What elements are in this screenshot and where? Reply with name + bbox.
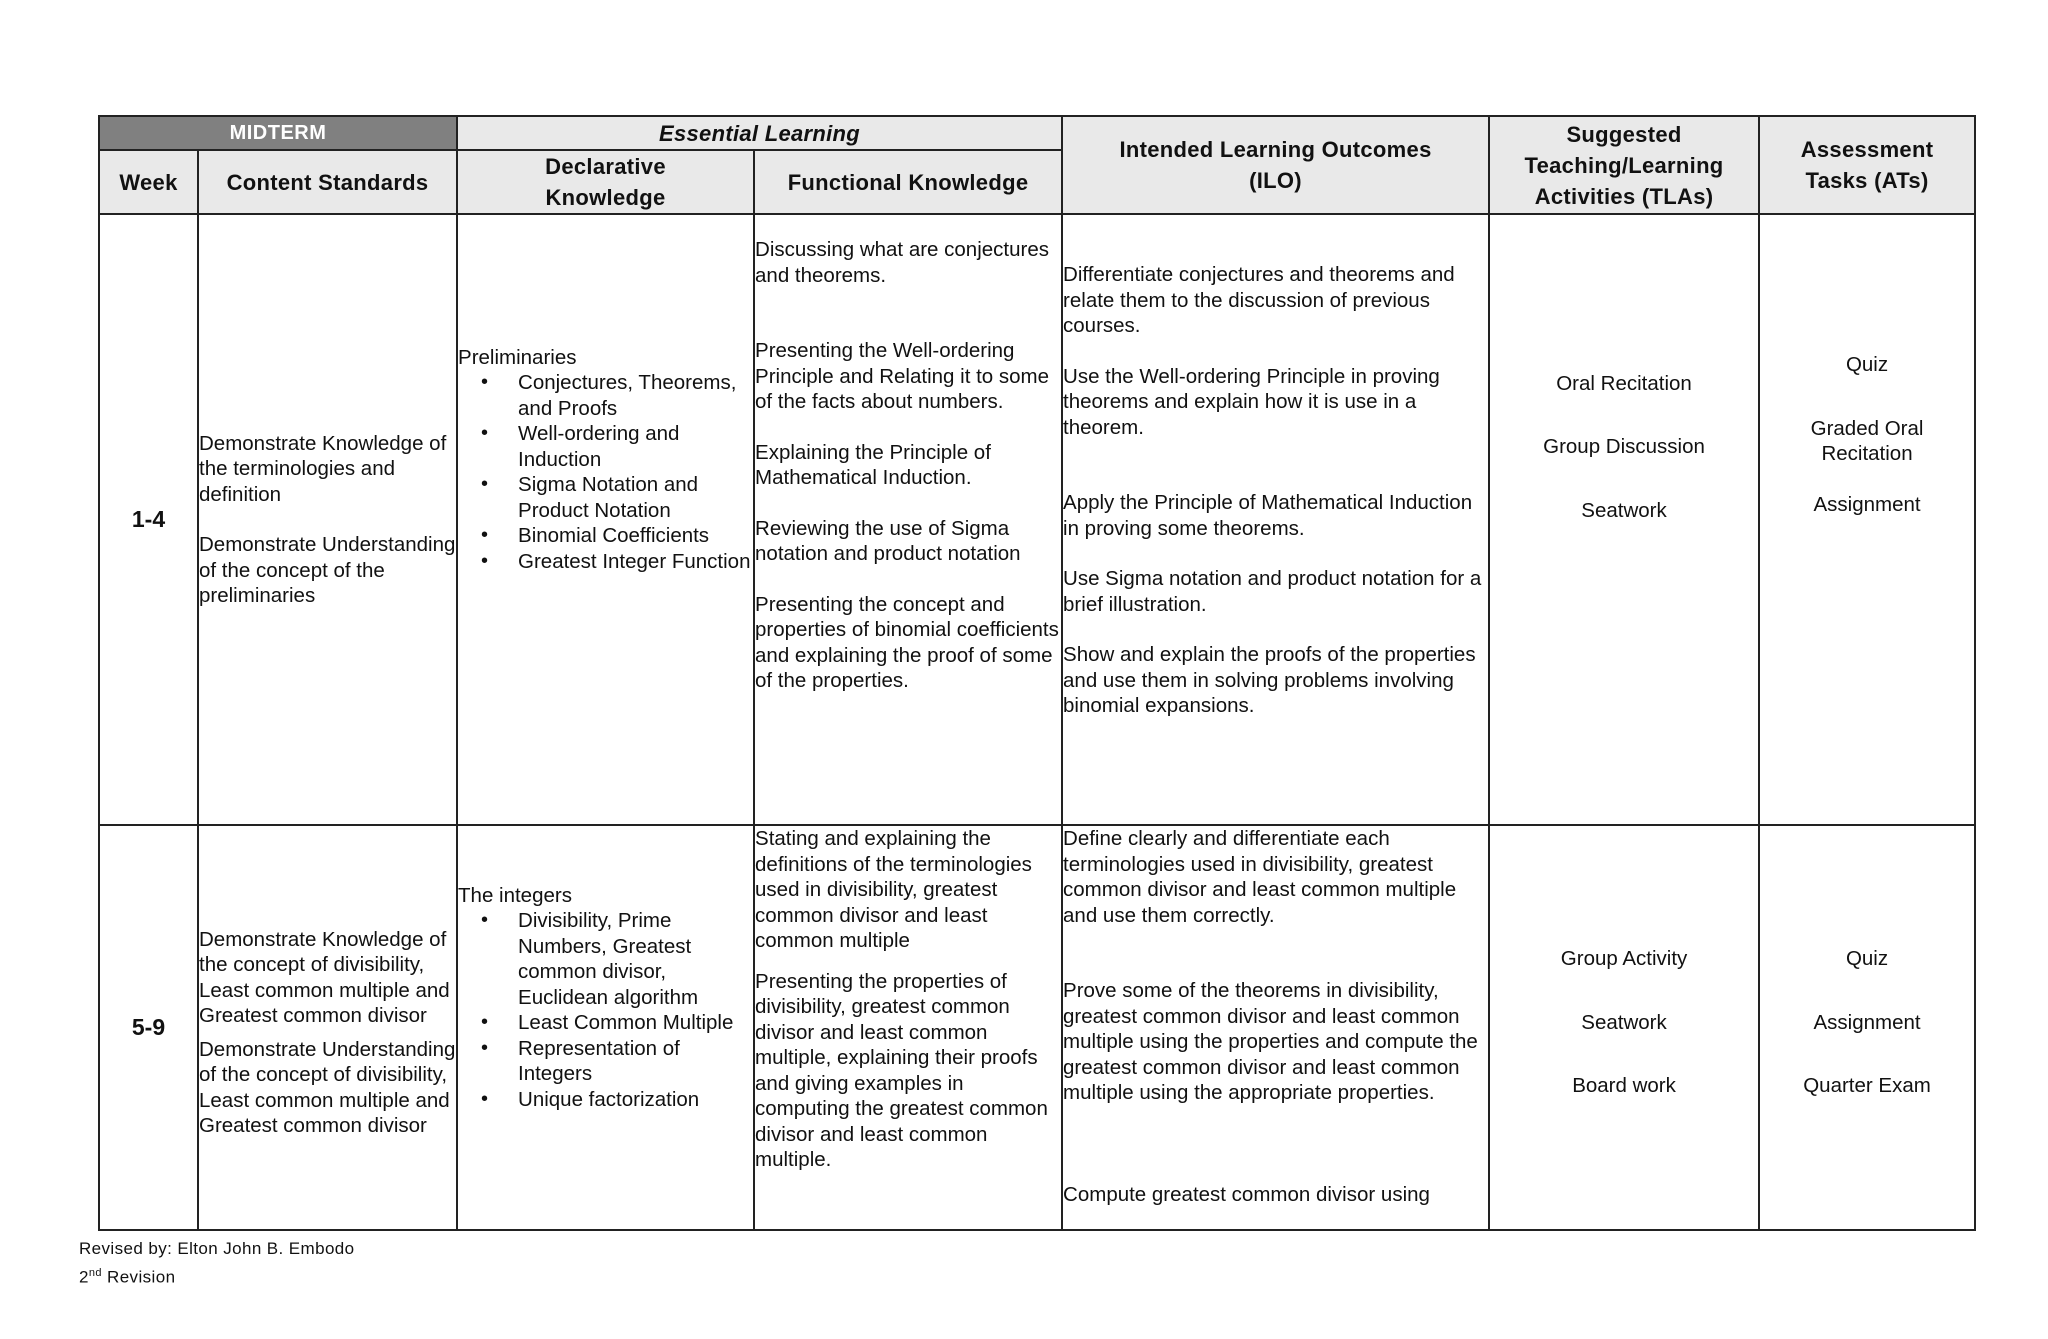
week-cell: 5-9 [99, 825, 198, 1230]
functional-knowledge-header: Functional Knowledge [754, 150, 1062, 214]
at-item: Assignment [1813, 1010, 1921, 1034]
list-item: • Least Common Multiple [518, 1010, 753, 1036]
ilo-item: Use the Well-ordering Principle in proving theorems and explain how it is use in a theorem. [1063, 364, 1440, 439]
declarative-title: The integers [458, 883, 572, 907]
list-item: • Representation of Integers [518, 1036, 753, 1087]
ilo-item: Differentiate conjectures and theorems and relate them to the discussion of previous courses. [1063, 263, 1455, 337]
list-item: • Unique factorization [518, 1087, 753, 1113]
at-item: Graded Oral Recitation [1810, 416, 1924, 465]
tla-cell [1489, 825, 1759, 1230]
functional-knowledge-cell [754, 825, 1062, 1230]
essential-learning-header: Essential Learning [457, 116, 1062, 150]
ilo-header-line2: (ILO) [1249, 168, 1302, 193]
ilo-header [1062, 116, 1489, 214]
declarative-knowledge-cell [457, 214, 754, 825]
list-item: • Greatest Integer Function [518, 549, 753, 575]
list-item: • Conjectures, Theorems, and Proofs [518, 370, 753, 421]
content-standards-cell [198, 825, 457, 1230]
revision-suffix: nd [88, 1267, 102, 1279]
ilo-item: Use Sigma notation and product notation for a brief illustration. [1063, 567, 1482, 616]
tla-header-line1: Suggested [1566, 121, 1682, 147]
at-header-line1: Assessment [1800, 137, 1934, 162]
revision-number: 2 [79, 1267, 89, 1287]
week-cell: 1-4 [99, 214, 198, 825]
declarative-list [458, 370, 753, 574]
declarative-knowledge-header [457, 150, 754, 214]
ilo-item: Define clearly and differentiate each terminologies used in divisibility, greatest common divisor and least common multiple and use them correctly. [1063, 827, 1457, 927]
functional-knowledge-cell [754, 214, 1062, 825]
functional-item: Presenting the concept and properties of binomial coefficients and explaining the proof of some of the properties. [755, 592, 1059, 692]
ilo-cell [1062, 214, 1489, 825]
ilo-header-line1: Intended Learning Outcomes [1119, 137, 1432, 162]
tla-item: Board work [1572, 1074, 1676, 1098]
declarative-title: Preliminaries [458, 345, 577, 369]
at-header-line2: Tasks (ATs) [1805, 168, 1929, 193]
tla-header [1489, 116, 1759, 214]
ilo-item: Show and explain the proofs of the properties and use them in solving problems involving binomial expansions. [1063, 643, 1476, 717]
ilo-item: Prove some of the theorems in divisibility, greatest common divisor and least common multiple using the properties and compute the greatest common divisor and least common multiple using the appropriate properties. [1063, 979, 1478, 1104]
syllabus-sheet [98, 115, 1974, 1231]
functional-item: Explaining the Principle of Mathematical Induction. [755, 440, 991, 489]
revision-label: Revision [101, 1267, 176, 1287]
content-standard-item: Demonstrate Understanding of the concept of divisibility, Least common multiple and Greatest common divisor [199, 1037, 456, 1137]
content-standard-item: Demonstrate Understanding of the concept of the preliminaries [199, 533, 456, 607]
content-standard-item: Demonstrate Knowledge of the concept of divisibility, Least common multiple and Greatest common divisor [199, 927, 450, 1027]
tla-cell [1489, 214, 1759, 825]
functional-item: Stating and explaining the definitions of the terminologies used in divisibility, greatest common divisor and least common multiple [755, 827, 1032, 952]
table-row [99, 214, 1975, 825]
list-item: • Divisibility, Prime Numbers, Greatest common divisor, Euclidean algorithm [518, 908, 753, 1010]
week-header: Week [99, 150, 198, 214]
tla-header-line2: Teaching/Learning [1524, 152, 1724, 178]
functional-item: Discussing what are conjectures and theorems. [755, 238, 1049, 287]
declarative-list [458, 908, 753, 1112]
tla-item: Group Activity [1560, 947, 1688, 971]
tla-header-line3: Activities (TLAs) [1534, 183, 1714, 209]
content-standard-item: Demonstrate Knowledge of the terminologies and definition [199, 431, 447, 506]
tla-item: Seatwork [1581, 498, 1667, 522]
list-item: • Well-ordering and Induction [518, 421, 753, 472]
revision-footer [79, 1237, 355, 1290]
syllabus-table [98, 115, 1976, 1231]
at-item: Quiz [1845, 353, 1889, 376]
midterm-header: MIDTERM [99, 116, 457, 150]
functional-item: Presenting the Well-ordering Principle and Relating it to some of the facts about numbers. [755, 339, 1050, 413]
functional-item: Presenting the properties of divisibility, greatest common divisor and least common multiple, explaining their proofs and giving examples in computing the greatest common divisor and least common multiple. [755, 969, 1048, 1171]
declarative-knowledge-cell [457, 825, 754, 1230]
tla-item: Group Discussion [1543, 435, 1705, 459]
at-item: Quiz [1845, 947, 1889, 971]
declarative-header-line2: Knowledge [545, 185, 666, 210]
table-row [99, 825, 1975, 1230]
list-item: • Binomial Coefficients [518, 523, 753, 549]
content-standards-header: Content Standards [198, 150, 457, 214]
declarative-header-line1: Declarative [545, 154, 666, 179]
ilo-cell [1062, 825, 1489, 1230]
at-cell [1759, 214, 1975, 825]
functional-item: Reviewing the use of Sigma notation and product notation [755, 516, 1021, 565]
at-cell [1759, 825, 1975, 1230]
tla-item: Seatwork [1581, 1010, 1667, 1034]
revision-number-text [79, 1261, 355, 1290]
ilo-item: Apply the Principle of Mathematical Induction in proving some theorems. [1063, 491, 1473, 540]
at-item: Assignment [1813, 492, 1921, 516]
at-header [1759, 116, 1975, 214]
tla-item: Oral Recitation [1556, 371, 1692, 395]
list-item: • Sigma Notation and Product Notation [518, 472, 753, 523]
revised-by-text: Revised by: Elton John B. Embodo [79, 1239, 355, 1258]
ilo-item: Compute greatest common divisor using [1063, 1182, 1430, 1206]
at-item: Quarter Exam [1803, 1074, 1931, 1098]
content-standards-cell [198, 214, 457, 825]
